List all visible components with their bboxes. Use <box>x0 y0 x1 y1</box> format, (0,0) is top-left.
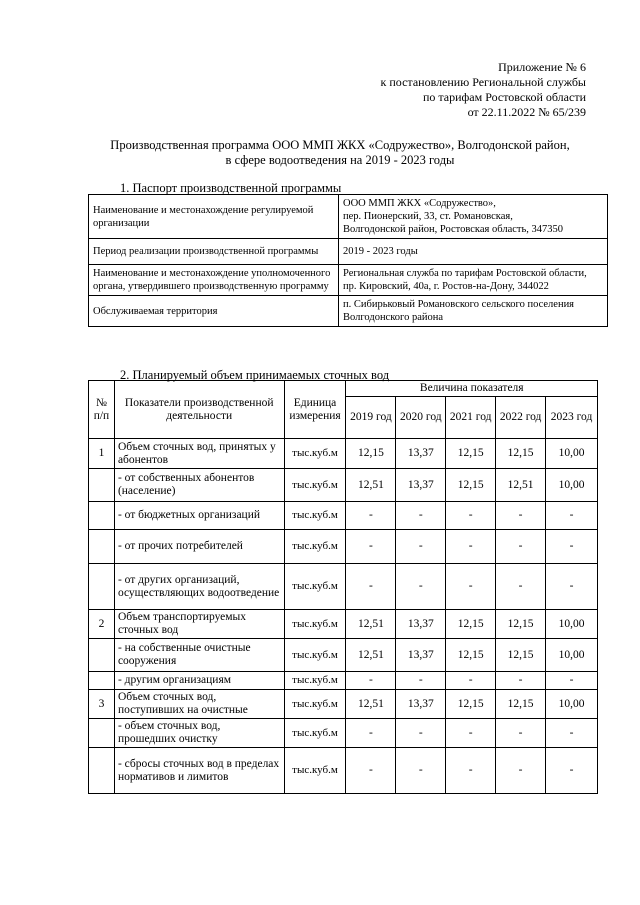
row-value: 12,15 <box>496 610 546 639</box>
row-indicator: Объем транспортируемых сточных вод <box>114 610 284 639</box>
passport-row <box>89 296 608 327</box>
row-num: 1 <box>89 439 115 469</box>
row-value: 12,15 <box>446 469 496 502</box>
row-unit: тыс.куб.м <box>284 439 346 469</box>
table-row <box>89 564 598 610</box>
passport-row <box>89 195 608 239</box>
row-indicator: - сбросы сточных вод в пределах нормативов и лимитов <box>114 748 284 794</box>
row-unit: тыс.куб.м <box>284 639 346 672</box>
row-value: 12,15 <box>346 439 396 469</box>
row-value: - <box>546 564 598 610</box>
row-indicator: - от других организаций, осуществляющих водоотведение <box>114 564 284 610</box>
header-value-group: Величина показателя <box>346 381 598 397</box>
row-value: 13,37 <box>396 610 446 639</box>
row-indicator: - другим организациям <box>114 672 284 690</box>
row-value: 12,15 <box>446 439 496 469</box>
row-unit: тыс.куб.м <box>284 690 346 719</box>
table-row <box>89 639 598 672</box>
appendix-note <box>381 60 586 120</box>
appendix-line: от 22.11.2022 № 65/239 <box>467 105 586 119</box>
row-value: - <box>546 719 598 748</box>
row-value: - <box>546 748 598 794</box>
volume-table <box>88 380 598 794</box>
passport-value <box>339 265 608 296</box>
row-indicator: - от собственных абонентов (население) <box>114 469 284 502</box>
appendix-line: к постановлению Региональной службы <box>380 75 586 89</box>
row-value: - <box>346 672 396 690</box>
row-value: 12,51 <box>346 690 396 719</box>
header-row <box>89 381 598 397</box>
row-value: - <box>346 564 396 610</box>
row-value: - <box>446 719 496 748</box>
table-row <box>89 530 598 564</box>
header-year: 2022 год <box>496 397 546 439</box>
row-value: 10,00 <box>546 469 598 502</box>
value-line: ООО ММП ЖКХ «Содружество», <box>343 198 496 209</box>
row-value: - <box>496 748 546 794</box>
header-indicator: Показатели производственной деятельности <box>114 381 284 439</box>
value-line: пер. Пионерский, 33, ст. Романовская, <box>343 211 513 222</box>
row-value: - <box>396 719 446 748</box>
row-unit: тыс.куб.м <box>284 719 346 748</box>
row-indicator: Объем сточных вод, поступивших на очистные <box>114 690 284 719</box>
row-value: 12,15 <box>496 639 546 672</box>
row-value: 12,51 <box>496 469 546 502</box>
row-value: 10,00 <box>546 690 598 719</box>
row-unit: тыс.куб.м <box>284 502 346 530</box>
row-num: 2 <box>89 610 115 639</box>
header-num: № п/п <box>89 381 115 439</box>
row-value: 13,37 <box>396 639 446 672</box>
passport-row <box>89 265 608 296</box>
table-row <box>89 439 598 469</box>
row-num <box>89 639 115 672</box>
row-indicator: - на собственные очистные сооружения <box>114 639 284 672</box>
value-line: 2019 - 2023 годы <box>343 246 418 257</box>
header-year: 2020 год <box>396 397 446 439</box>
row-value: - <box>346 748 396 794</box>
row-unit: тыс.куб.м <box>284 469 346 502</box>
value-line: пр. Кировский, 40а, г. Ростов-на-Дону, 344022 <box>343 281 549 292</box>
row-value: 12,51 <box>346 639 396 672</box>
row-indicator: Объем сточных вод, принятых у абонентов <box>114 439 284 469</box>
passport-row <box>89 239 608 265</box>
appendix-line: по тарифам Ростовской области <box>422 90 586 104</box>
table-row <box>89 469 598 502</box>
passport-label: Наименование и местонахождение уполномоченного органа, утвердившего производственную программу <box>89 265 339 296</box>
row-value: 10,00 <box>546 639 598 672</box>
row-value: 10,00 <box>546 439 598 469</box>
title-line: Производственная программа ООО ММП ЖКХ «Содружество», Волгодонской район, <box>110 138 570 152</box>
row-value: 13,37 <box>396 690 446 719</box>
row-value: - <box>446 502 496 530</box>
row-indicator: - объем сточных вод, прошедших очистку <box>114 719 284 748</box>
row-num <box>89 748 115 794</box>
passport-value <box>339 239 608 265</box>
row-num <box>89 469 115 502</box>
row-unit: тыс.куб.м <box>284 610 346 639</box>
row-num <box>89 719 115 748</box>
table-row <box>89 719 598 748</box>
row-indicator: - от бюджетных организаций <box>114 502 284 530</box>
row-value: - <box>496 719 546 748</box>
row-value: - <box>546 672 598 690</box>
header-unit: Единица измерения <box>284 381 346 439</box>
row-value: - <box>546 530 598 564</box>
row-value: - <box>346 502 396 530</box>
row-num <box>89 672 115 690</box>
row-value: - <box>446 748 496 794</box>
row-num: 3 <box>89 690 115 719</box>
value-line: Волгодонской район, Ростовская область, 347350 <box>343 224 564 235</box>
row-indicator: - от прочих потребителей <box>114 530 284 564</box>
section2-heading: 2. Планируемый объем принимаемых сточных вод <box>120 368 390 382</box>
row-value: 12,51 <box>346 610 396 639</box>
row-value: - <box>546 502 598 530</box>
row-unit: тыс.куб.м <box>284 530 346 564</box>
row-value: 12,51 <box>346 469 396 502</box>
value-line: Региональная служба по тарифам Ростовской области, <box>343 268 587 279</box>
row-value: 13,37 <box>396 439 446 469</box>
row-num <box>89 564 115 610</box>
row-value: - <box>496 672 546 690</box>
row-value: - <box>396 748 446 794</box>
section1-heading: 1. Паспорт производственной программы <box>120 181 342 195</box>
header-year: 2019 год <box>346 397 396 439</box>
row-value: - <box>446 530 496 564</box>
passport-label: Обслуживаемая территория <box>89 296 339 327</box>
row-unit: тыс.куб.м <box>284 748 346 794</box>
row-value: 12,15 <box>496 690 546 719</box>
row-value: - <box>496 530 546 564</box>
row-value: 12,15 <box>496 439 546 469</box>
row-value: - <box>446 672 496 690</box>
row-value: 10,00 <box>546 610 598 639</box>
row-value: 12,15 <box>446 690 496 719</box>
row-value: - <box>496 564 546 610</box>
row-value: - <box>446 564 496 610</box>
row-num <box>89 530 115 564</box>
row-unit: тыс.куб.м <box>284 672 346 690</box>
row-value: - <box>396 672 446 690</box>
table-row <box>89 672 598 690</box>
appendix-line: Приложение № 6 <box>498 60 586 74</box>
row-value: - <box>346 530 396 564</box>
header-year: 2021 год <box>446 397 496 439</box>
row-value: 12,15 <box>446 610 496 639</box>
header-year: 2023 год <box>546 397 598 439</box>
row-value: - <box>396 502 446 530</box>
passport-label: Наименование и местонахождение регулируемой организации <box>89 195 339 239</box>
row-value: 12,15 <box>446 639 496 672</box>
document-title <box>80 138 600 168</box>
table-row <box>89 502 598 530</box>
row-value: - <box>346 719 396 748</box>
row-value: - <box>396 564 446 610</box>
passport-label: Период реализации производственной программы <box>89 239 339 265</box>
row-value: - <box>396 530 446 564</box>
passport-table <box>88 194 608 327</box>
title-line: в сфере водоотведения на 2019 - 2023 годы <box>225 153 455 167</box>
table-row <box>89 610 598 639</box>
table-row <box>89 690 598 719</box>
row-unit: тыс.куб.м <box>284 564 346 610</box>
row-value: 13,37 <box>396 469 446 502</box>
row-num <box>89 502 115 530</box>
value-line: п. Сибирьковый Романовского сельского поселения Волгодонского района <box>343 299 575 323</box>
table-row <box>89 748 598 794</box>
passport-value <box>339 296 608 327</box>
row-value: - <box>496 502 546 530</box>
passport-value <box>339 195 608 239</box>
